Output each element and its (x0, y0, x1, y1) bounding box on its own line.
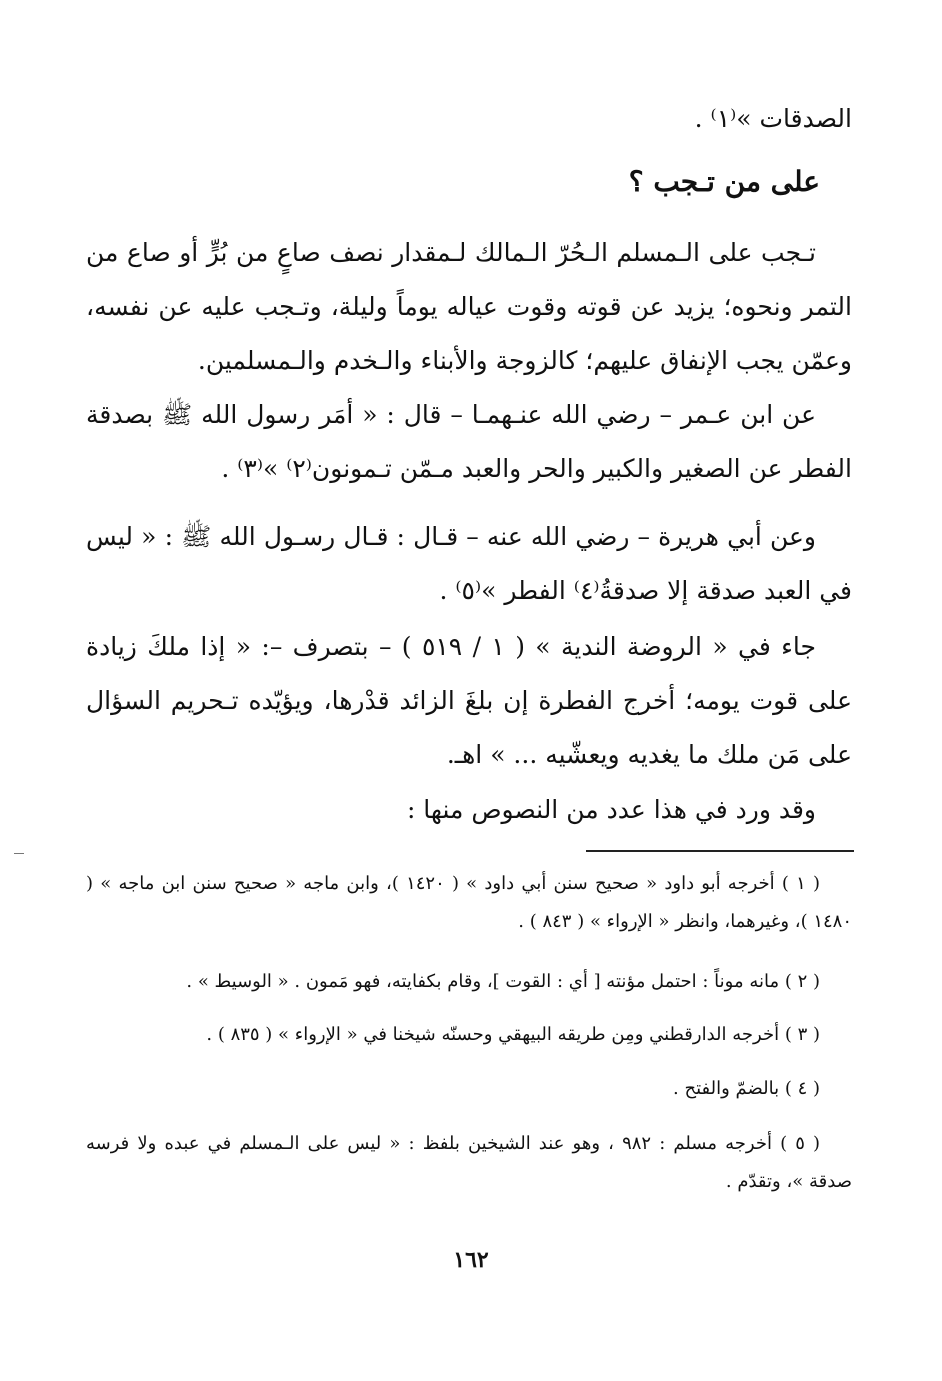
section-heading: على من تـجب ؟ (628, 165, 820, 198)
paragraph-obligation: تـجب على الـمسلم الـحُرّ الـمالك لـمقدار نصف صاعٍ من بُرٍّ أو صاع من التمر ونحوه؛ يزيد عن قوته وقوت عياله يوماً وليلة، وتـجب عليه عن نفسه، وعمّن يجب الإنفاق عليهم؛ كالزوجة والأبناء والـخدم والـمسلمين. (86, 238, 852, 375)
carry-over-line: الصدقات »⁽١⁾ . (694, 104, 852, 133)
paragraph-ibn-umar-hadith: عن ابن عـمر – رضي الله عنـهمـا – قال : « أمَر رسول الله ﷺ بصدقة الفطر عن الصغير والكبير والحر والعبد مـمّن تـمونون⁽٢⁾ »⁽٣⁾ . (86, 400, 852, 483)
footnote-3: ( ٣ ) أخرجه الدارقطني ومِن طريقه البيهقي وحسنّه شيخنا في « الإرواء » ( ٨٣٥ ) . (206, 1024, 820, 1045)
footnote-5: ( ٥ ) أخرجه مسلم : ٩٨٢ ، وهو عند الشيخين بلفظ : « ليس على الـمسلم في عبده ولا فرسه صدقة »، وتقدّم . (86, 1133, 852, 1192)
margin-mark (14, 853, 24, 854)
footnote-2: ( ٢ ) مانه موناً : احتمل مؤنته [ أي : القوت ]، وقام بكفايته، فهو مَمون . « الوسيط » . (186, 971, 820, 992)
paragraph-abu-hurairah-hadith: وعن أبي هريرة – رضي الله عنه – قـال : قـال رسـول الله ﷺ : « ليس في العبد صدقة إلا صدقةُ⁽٤⁾ الفطر »⁽٥⁾ . (86, 522, 852, 605)
footnote-4: ( ٤ ) بالضمّ والفتح . (673, 1078, 820, 1099)
page-number: ١٦٢ (453, 1247, 489, 1273)
paragraph-texts-intro: وقد ورد في هذا عدد من النصوص منها : (406, 795, 816, 824)
footnote-1: ( ١ ) أخرجه أبو داود « صحيح سنن أبي داود » ( ١٤٢٠ )، وابن ماجه « صحيح سنن ابن ماجه » ( ١٤٨٠ )، وغيرهما، وانظر « الإرواء » ( ٨٤٣ ) . (86, 873, 852, 932)
paragraph-rawdah-quote: جاء في « الروضة الندية » ( ١ / ٥١٩ ) – بتصرف –: « إذا ملكَ زيادة على قوت يومه؛ أخرج الفطرة إن بلغَ الزائد قدْرها، ويؤيّده تـحريم السؤال على مَن ملك ما يغديه ويعشّيه ... » اهـ. (86, 632, 852, 769)
footnote-separator (586, 850, 854, 852)
